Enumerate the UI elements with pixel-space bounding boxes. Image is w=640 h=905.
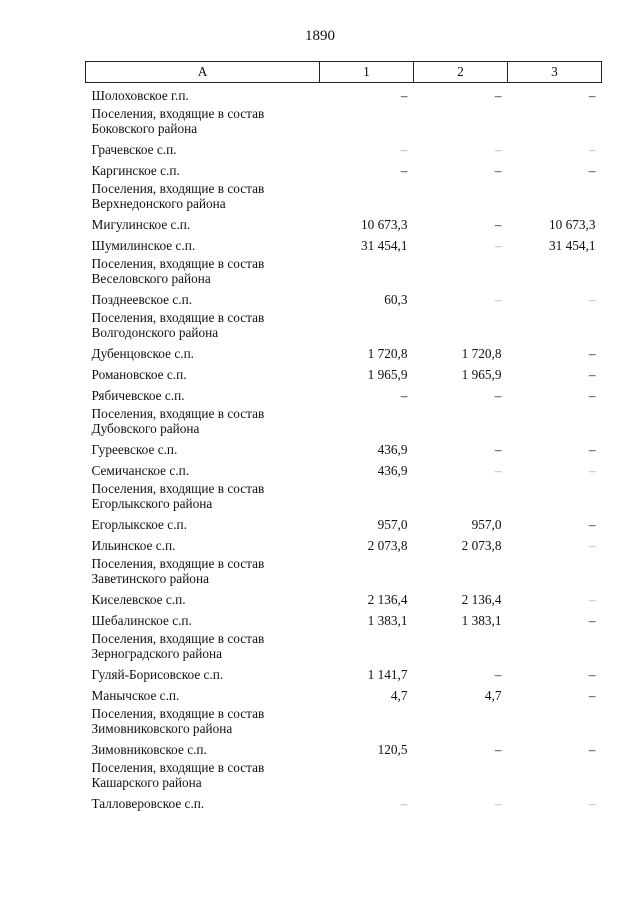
table-row — [86, 361, 602, 382]
col-1-value — [320, 253, 414, 286]
col-2-value: 4,7 — [484, 688, 502, 703]
col-1-value: – — [400, 88, 408, 103]
row-name: Поселения, входящие в состав Боковского района — [91, 106, 265, 136]
table-row — [86, 553, 602, 586]
table-row — [86, 511, 602, 532]
col-1-value: – — [400, 142, 408, 157]
table-row — [86, 382, 602, 403]
table-row — [86, 628, 602, 661]
col-3-value: – — [588, 442, 596, 457]
col-1-value — [320, 553, 414, 586]
col-3-value: – — [588, 142, 596, 157]
table-row — [86, 736, 602, 757]
col-3-value — [508, 307, 602, 340]
col-3-value: – — [588, 88, 596, 103]
col-1-value: 1 965,9 — [367, 367, 408, 382]
page-number: 1890 — [305, 28, 335, 44]
col-3-value — [508, 178, 602, 211]
col-3-value — [508, 253, 602, 286]
col-2-value — [414, 703, 508, 736]
col-1-value — [320, 478, 414, 511]
row-name: Рябичевское с.п. — [91, 388, 185, 403]
table-row — [86, 703, 602, 736]
col-1-value: 31 454,1 — [360, 238, 408, 253]
col-1-value: 10 673,3 — [360, 217, 408, 232]
row-name: Поселения, входящие в состав Кашарского района — [91, 760, 265, 790]
row-name: Киселевское с.п. — [91, 592, 186, 607]
column-header-a: А — [86, 62, 320, 83]
col-2-value: 957,0 — [471, 517, 502, 532]
col-1-value: 436,9 — [377, 442, 408, 457]
col-2-value — [414, 403, 508, 436]
col-1-value — [320, 757, 414, 790]
col-1-value — [320, 307, 414, 340]
col-2-value: 1 720,8 — [461, 346, 502, 361]
table-row — [86, 211, 602, 232]
col-3-value: – — [588, 613, 596, 628]
col-3-value — [508, 628, 602, 661]
col-2-value: – — [494, 292, 502, 307]
col-1-value: 4,7 — [390, 688, 408, 703]
col-2-value: – — [494, 142, 502, 157]
col-3-value: – — [588, 388, 596, 403]
col-2-value: – — [494, 238, 502, 253]
col-3-value: – — [588, 592, 596, 607]
table-row — [86, 661, 602, 682]
table-row — [86, 682, 602, 703]
col-2-value: – — [494, 217, 502, 232]
col-1-value — [320, 403, 414, 436]
col-1-value: 60,3 — [384, 292, 408, 307]
row-name: Поселения, входящие в состав Дубовского района — [91, 406, 265, 436]
row-name: Поселения, входящие в состав Зимовниковского района — [91, 706, 265, 736]
table-row — [86, 532, 602, 553]
table-row — [86, 157, 602, 178]
table-body — [86, 83, 602, 812]
col-2-value: – — [494, 163, 502, 178]
col-1-value: 2 136,4 — [367, 592, 408, 607]
col-3-value: – — [588, 742, 596, 757]
col-3-value — [508, 757, 602, 790]
col-2-value: – — [494, 796, 502, 811]
col-1-value: – — [400, 163, 408, 178]
col-3-value: – — [588, 292, 596, 307]
table-row — [86, 436, 602, 457]
col-3-value — [508, 553, 602, 586]
row-name: Романовское с.п. — [91, 367, 187, 382]
table-row — [86, 232, 602, 253]
col-3-value: – — [588, 163, 596, 178]
column-header-1: 1 — [320, 62, 414, 83]
col-2-value — [414, 553, 508, 586]
row-name: Талловеровское с.п. — [91, 796, 205, 811]
col-2-value: – — [494, 442, 502, 457]
col-3-value: – — [588, 346, 596, 361]
col-2-value — [414, 757, 508, 790]
col-2-value: 1 383,1 — [461, 613, 502, 628]
table-header — [86, 62, 602, 83]
col-2-value: – — [494, 88, 502, 103]
table-row — [86, 340, 602, 361]
row-name: Семичанское с.п. — [91, 463, 190, 478]
row-name: Шолоховское г.п. — [91, 88, 189, 103]
col-1-value: 1 141,7 — [367, 667, 408, 682]
row-name: Поселения, входящие в состав Волгодонского района — [91, 310, 265, 340]
row-name: Поселения, входящие в состав Егорлыкского района — [91, 481, 265, 511]
col-2-value — [414, 103, 508, 136]
column-header-2: 2 — [414, 62, 508, 83]
col-3-value: 10 673,3 — [548, 217, 596, 232]
col-2-value: 2 136,4 — [461, 592, 502, 607]
row-name: Дубенцовское с.п. — [91, 346, 195, 361]
col-3-value: – — [588, 517, 596, 532]
table-row — [86, 457, 602, 478]
table-row — [86, 307, 602, 340]
col-1-value: 1 383,1 — [367, 613, 408, 628]
row-name: Манычское с.п. — [91, 688, 180, 703]
col-2-value — [414, 307, 508, 340]
col-1-value — [320, 103, 414, 136]
row-name: Шумилинское с.п. — [91, 238, 196, 253]
row-name: Ильинское с.п. — [91, 538, 176, 553]
table-row — [86, 178, 602, 211]
col-3-value: – — [588, 463, 596, 478]
table-row — [86, 253, 602, 286]
col-3-value: – — [588, 667, 596, 682]
col-2-value — [414, 178, 508, 211]
col-2-value — [414, 478, 508, 511]
col-3-value: – — [588, 688, 596, 703]
table-row — [86, 478, 602, 511]
col-3-value: – — [588, 538, 596, 553]
col-1-value — [320, 628, 414, 661]
col-3-value — [508, 103, 602, 136]
col-1-value: 1 720,8 — [367, 346, 408, 361]
table-row — [86, 103, 602, 136]
table-row — [86, 586, 602, 607]
col-3-value: – — [588, 367, 596, 382]
row-name: Поселения, входящие в состав Веселовского района — [91, 256, 265, 286]
col-2-value — [414, 253, 508, 286]
col-1-value: – — [400, 796, 408, 811]
col-2-value: – — [494, 463, 502, 478]
col-3-value — [508, 403, 602, 436]
col-3-value: – — [588, 796, 596, 811]
budget-table — [85, 61, 602, 811]
col-3-value: 31 454,1 — [548, 238, 596, 253]
col-2-value: – — [494, 742, 502, 757]
table-row — [86, 83, 602, 104]
column-header-3: 3 — [508, 62, 602, 83]
col-2-value — [414, 628, 508, 661]
table-row — [86, 136, 602, 157]
table-row — [86, 790, 602, 811]
row-name: Шебалинское с.п. — [91, 613, 192, 628]
row-name: Каргинское с.п. — [91, 163, 180, 178]
col-1-value: 2 073,8 — [367, 538, 408, 553]
col-1-value — [320, 703, 414, 736]
row-name: Егорлыкское с.п. — [91, 517, 187, 532]
col-2-value: 2 073,8 — [461, 538, 502, 553]
col-3-value — [508, 703, 602, 736]
col-1-value: 120,5 — [377, 742, 408, 757]
col-2-value: – — [494, 667, 502, 682]
col-1-value — [320, 178, 414, 211]
table-row — [86, 757, 602, 790]
row-name: Гуреевское с.п. — [91, 442, 178, 457]
table-row — [86, 607, 602, 628]
row-name: Зимовниковское с.п. — [91, 742, 207, 757]
col-1-value: 957,0 — [377, 517, 408, 532]
row-name: Гуляй-Борисовское с.п. — [91, 667, 224, 682]
table-row — [86, 286, 602, 307]
row-name: Мигулинское с.п. — [91, 217, 191, 232]
row-name: Грачевское с.п. — [91, 142, 177, 157]
row-name: Поселения, входящие в состав Заветинского района — [91, 556, 265, 586]
row-name: Позднеевское с.п. — [91, 292, 193, 307]
row-name: Поселения, входящие в состав Зерноградского района — [91, 631, 265, 661]
col-2-value: 1 965,9 — [461, 367, 502, 382]
table-row — [86, 403, 602, 436]
col-3-value — [508, 478, 602, 511]
col-1-value: – — [400, 388, 408, 403]
row-name: Поселения, входящие в состав Верхнедонского района — [91, 181, 265, 211]
col-2-value: – — [494, 388, 502, 403]
col-1-value: 436,9 — [377, 463, 408, 478]
